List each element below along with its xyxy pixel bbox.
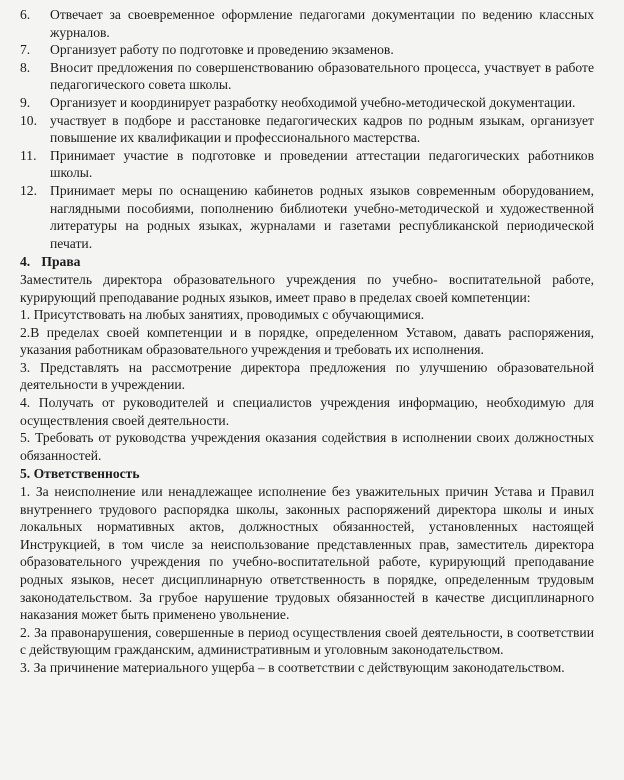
rights-heading [20,253,594,271]
list-item [20,94,594,112]
rights-item: 4. Получать от руководителей и специалистов учреждения информацию, необходимую для осуществления своей деятельности. [20,395,594,428]
item-text: участвует в подборе и расстановке педагогических кадров по родным языкам, организует повышение их квалификации и профессионального мастерства. [50,112,594,146]
list-item [20,147,594,182]
item-number: 10. [20,112,37,128]
item-number: 9. [20,94,31,110]
item-number: 8. [20,59,31,75]
item-text: Принимает участие в подготовке и проведении аттестации педагогических работников школы. [50,147,594,181]
item-number: 6. [20,7,31,22]
item-text: Вносит предложения по совершенствованию образовательного процесса, участвует в работе педагогического совета школы. [50,59,594,93]
responsibility-heading: 5. Ответственность [20,466,140,482]
item-text: Организует работу по подготовке и проведению экзаменов. [50,42,394,58]
item-text: Отвечает за своевременное оформление педагогами документации по ведению классных журналов. [50,7,594,40]
rights-item: 5. Требовать от руководства учреждения оказания содействия в исполнении своих должностных обязанностей. [20,430,594,463]
list-item [20,112,594,147]
item-number: 7. [20,42,31,58]
responsibility-item: 2. За правонарушения, совершенные в период осуществления своей деятельности, в соответствии с действующим гражданским, административным и уголовным законодательством. [20,624,594,658]
rights-item: 2.В пределах своей компетенции и в порядке, определенном Уставом, давать распоряжения, указания работникам образовательного учреждения и требовать их исполнения. [20,324,594,358]
rights-intro: Заместитель директора образовательного учреждения по учебно- воспитательной работе, курирующий преподавание родных языков, имеет право в пределах своей компетенции: [20,271,594,305]
item-text: Принимает меры по оснащению кабинетов родных языков современным оборудованием, наглядными пособиями, пополнению библиотеки учебно-методической и художественной литературы на родных языках, журналами и газетами республиканской периодической печати. [50,182,594,251]
rights-item: 3. Представлять на рассмотрение директора предложения по улучшению образовательной деятельности в учреждении. [20,359,594,393]
list-item [20,182,594,252]
list-item [20,6,594,41]
rights-heading-number: 4. [20,254,31,270]
responsibility-item: 3. За причинение материального ущерба – в соответствии с действующим законодательством. [20,659,565,675]
rights-heading-text: Права [41,254,81,270]
rights-item: 1. Присутствовать на любых занятиях, проводимых с обучающимися. [20,307,425,323]
list-item [20,59,594,94]
list-item [20,41,594,59]
item-text: Организует и координирует разработку необходимой учебно-методической документации. [50,94,576,110]
item-number: 12. [20,182,37,198]
responsibility-item: 1. За неисполнение или ненадлежащее исполнение без уважительных причин Устава и Правил внутреннего трудового распорядка школы, законных распоряжений директора школы и иных локальных нормативных актов, должностных обязанностей, установленных настоящей Инструкцией, в том числе за неиспользование представленных прав, заместитель директора образовательного учреждения по учебно-воспитательной работе, курирующий преподавание родных языков, несет дисциплинарную ответственность в порядке, определенным трудовым законодательством. За грубое нарушение трудовых обязанностей в качестве дисциплинарного наказания может быть применено увольнение. [20,484,594,623]
duties-list [20,6,594,252]
item-number: 11. [20,147,37,163]
